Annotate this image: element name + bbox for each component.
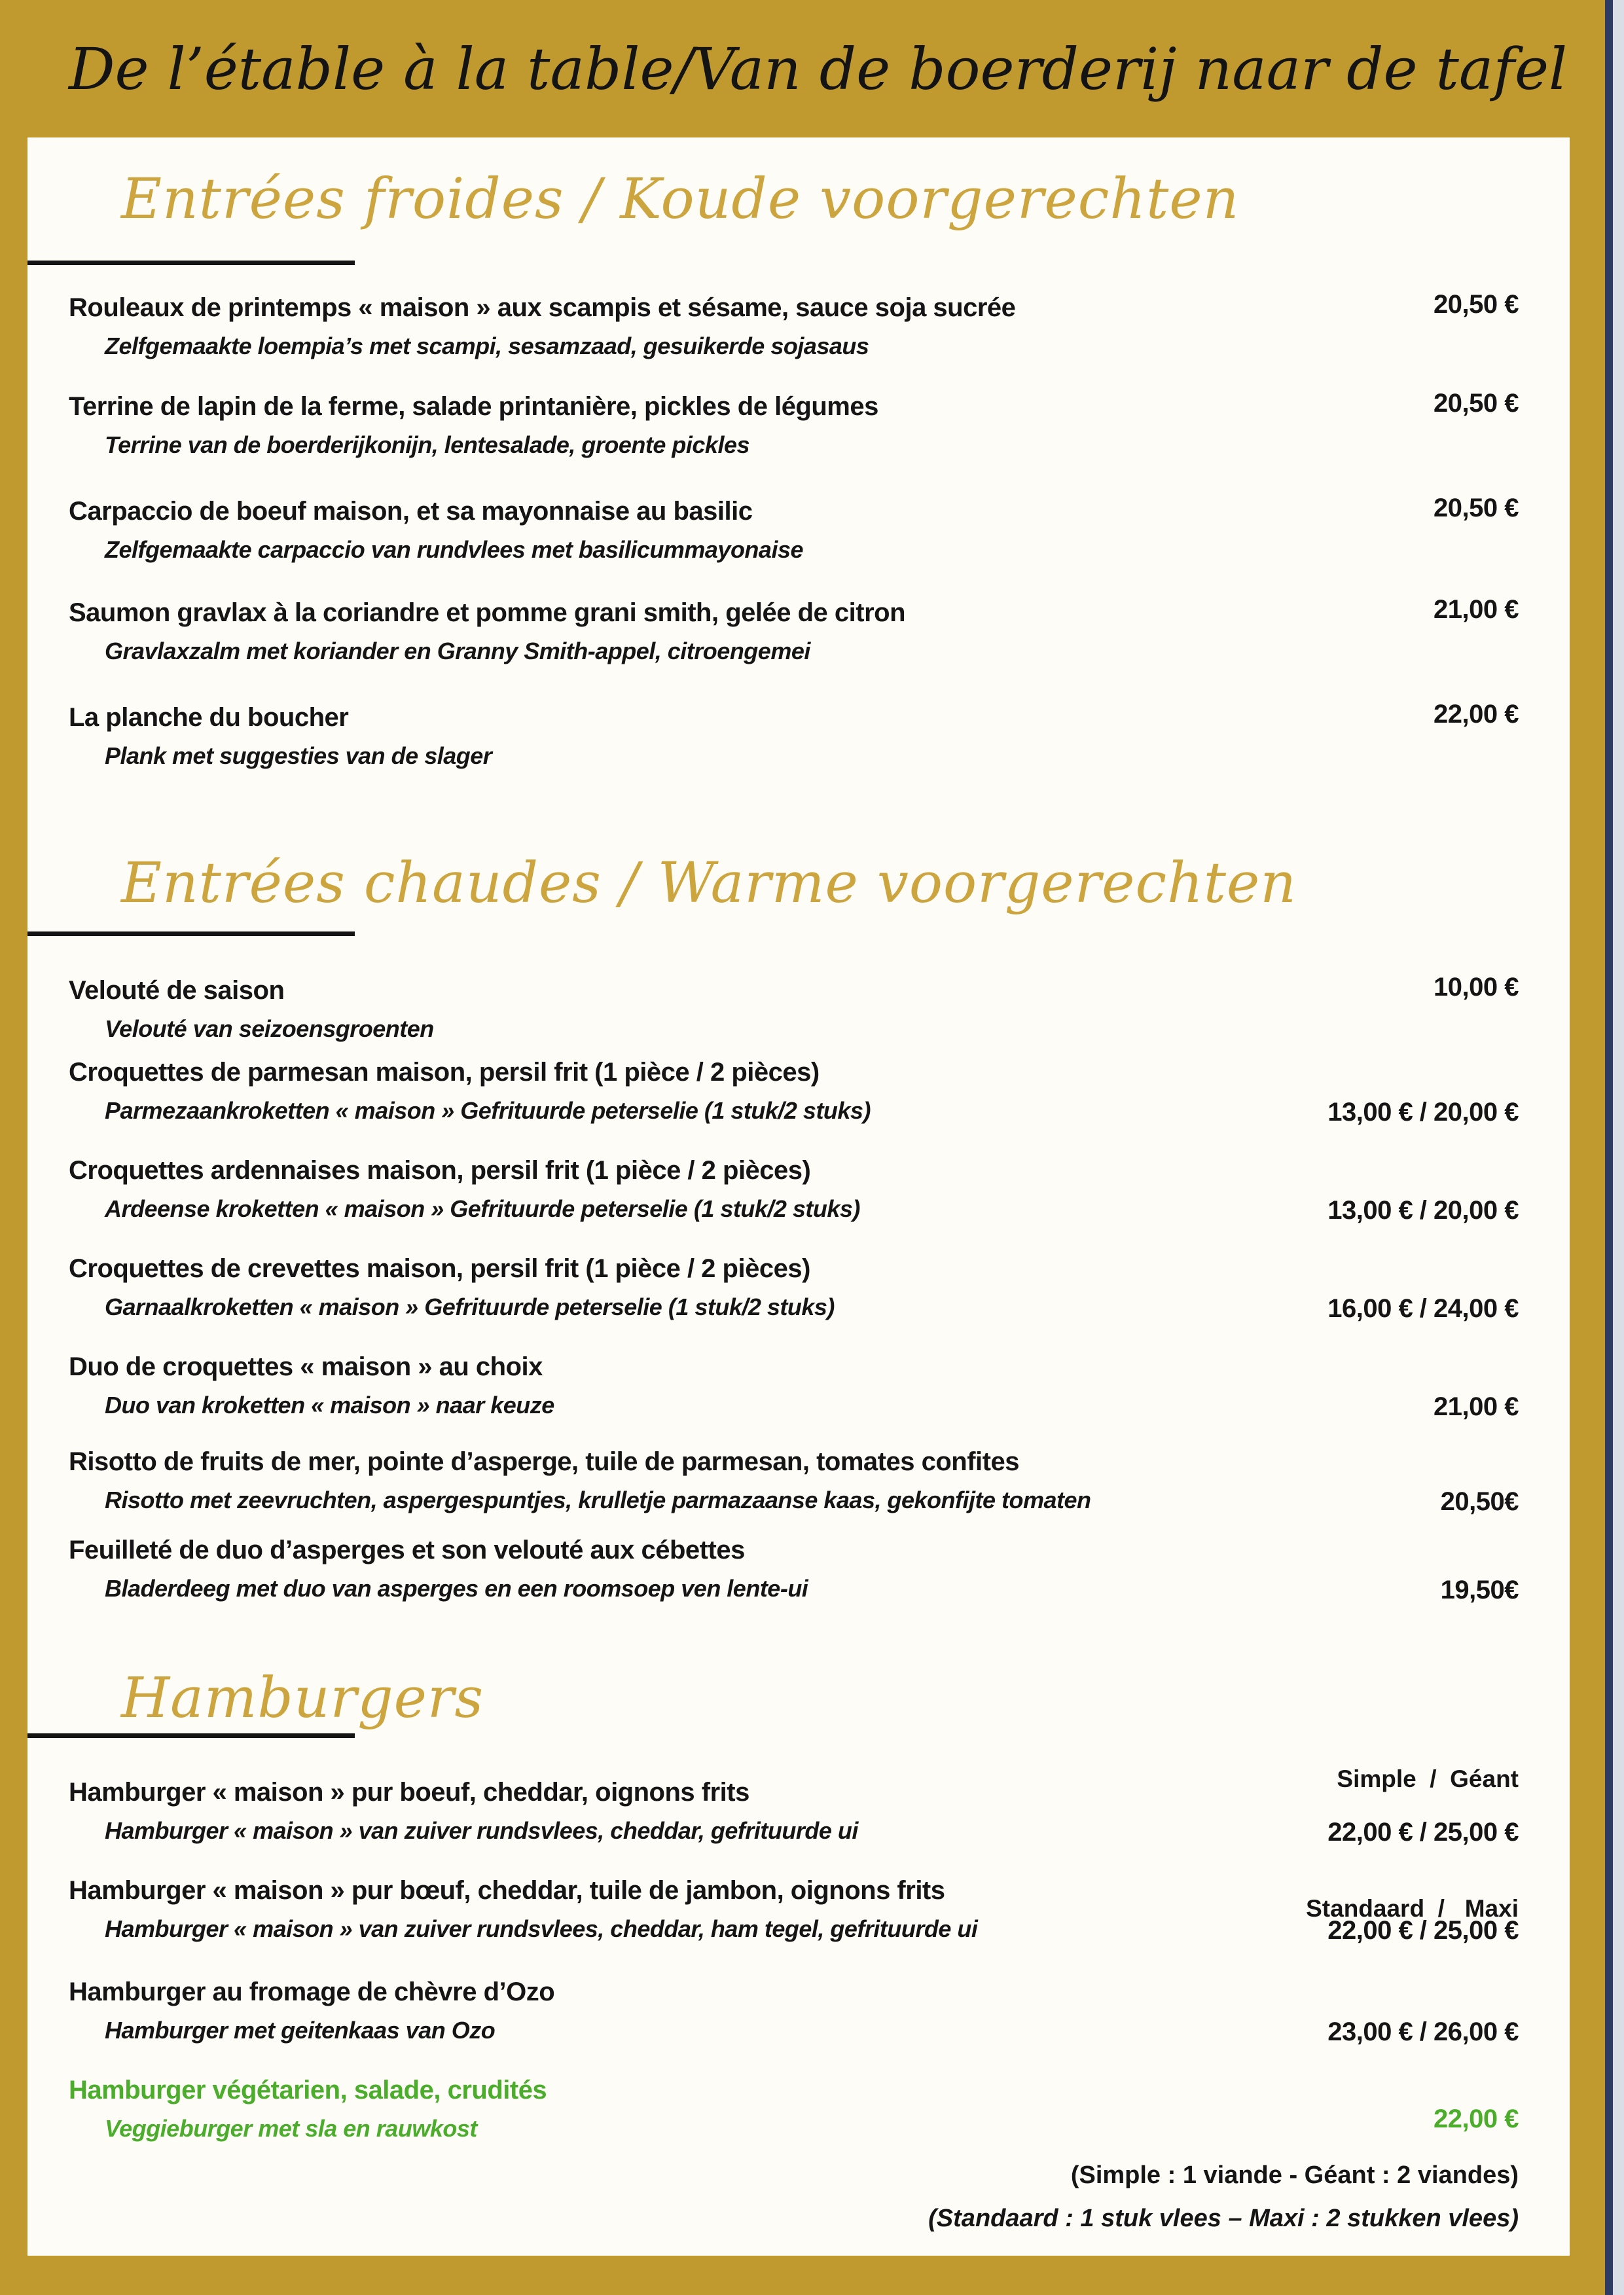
size-note-nl: (Standaard : 1 stuk vlees – Maxi : 2 stukken vlees) [928,2205,1519,2232]
menu-item [27,290,1570,361]
item-name-fr: Carpaccio de boeuf maison, et sa mayonnaise au basilic [69,497,753,526]
item-name-fr: Terrine de lapin de la ferme, salade printanière, pickles de légumes [69,392,878,421]
menu-item [27,1155,1570,1223]
scan-edge-background [1613,0,1624,2295]
item-name-fr: Croquettes ardennaises maison, persil frit (1 pièce / 2 pièces) [69,1156,811,1185]
item-name-fr: Risotto de fruits de mer, pointe d’asperge, tuile de parmesan, tomates confites [69,1447,1019,1476]
item-price: 22,00 € / 25,00 € [1327,1916,1519,1945]
item-price: 20,50 € [1434,494,1519,522]
item-name-fr: Duo de croquettes « maison » au choix [69,1352,543,1381]
item-price: 20,50 € [1434,290,1519,319]
menu-content-area [27,137,1570,2256]
item-name-nl: Plank met suggesties van de slager [105,742,492,769]
item-price: 22,00 € [1434,2105,1519,2133]
item-name-fr: Croquettes de parmesan maison, persil frit (1 pièce / 2 pièces) [69,1058,820,1087]
menu-item [27,1352,1570,1420]
page-title-nl: Van de boerderij naar de tafel [693,35,1568,103]
item-price: 22,00 € / 25,00 € [1327,1818,1519,1847]
item-name-fr: Feuilleté de duo d’asperges et son velouté aux cébettes [69,1536,745,1564]
item-name-nl: Zelfgemaakte loempia’s met scampi, sesamzaad, gesuikerde sojasaus [105,333,869,359]
item-name-nl: Bladerdeeg met duo van asperges en een roomsoep ven lente-ui [105,1575,808,1602]
item-name-fr: La planche du boucher [69,703,349,732]
section-divider [27,261,355,265]
item-name-nl: Hamburger « maison » van zuiver rundsvlees, cheddar, gefrituurde ui [105,1817,858,1844]
size-header-fr: Simple / Géant [1337,1765,1519,1792]
hamburger-size-note [928,2154,1519,2240]
item-price: 20,50€ [1440,1487,1519,1516]
scan-edge-shadow [1605,0,1613,2295]
menu-item [27,1535,1570,1603]
item-price: 13,00 € / 20,00 € [1327,1196,1519,1225]
item-price: 10,00 € [1434,973,1519,1002]
item-price: 23,00 € / 26,00 € [1327,2017,1519,2046]
menu-item [27,1254,1570,1322]
item-price: 16,00 € / 24,00 € [1327,1294,1519,1323]
item-price: 19,50€ [1440,1576,1519,1604]
menu-item [27,975,1570,1043]
menu-item-vegetarian [27,2075,1570,2143]
item-name-nl: Risotto met zeevruchten, aspergespuntjes, krulletje parmazaanse kaas, gekonfijte tomaten [105,1487,1091,1513]
item-price: 21,00 € [1434,1392,1519,1421]
page-title-separator: / [674,35,694,103]
item-name-fr: Rouleaux de printemps « maison » aux scampis et sésame, sauce soja sucrée [69,293,1016,322]
menu-item [27,595,1570,666]
item-name-fr: Hamburger végétarien, salade, crudités [69,2076,547,2105]
item-name-nl: Veggieburger met sla en rauwkost [105,2115,477,2142]
section-divider [27,931,355,936]
menu-item [27,702,1570,770]
item-name-nl: Terrine van de boerderijkonijn, lentesalade, groente pickles [105,431,749,458]
item-name-fr: Croquettes de crevettes maison, persil frit (1 pièce / 2 pièces) [69,1254,810,1283]
section-heading-entrees-chaudes: Entrées chaudes / Warme voorgerechten [121,851,1297,916]
item-name-nl: Parmezaankroketten « maison » Gefrituurde peterselie (1 stuk/2 stuks) [105,1097,871,1124]
item-price: 22,00 € [1434,700,1519,729]
item-price: 21,00 € [1434,595,1519,624]
menu-item [27,496,1570,564]
item-name-fr: Hamburger « maison » pur bœuf, cheddar, tuile de jambon, oignons frits [69,1876,945,1905]
section-divider [27,1733,355,1738]
item-name-fr: Saumon gravlax à la coriandre et pomme grani smith, gelée de citron [69,598,906,627]
item-name-nl: Hamburger met geitenkaas van Ozo [105,2017,496,2044]
section-heading-entrees-froides: Entrées froides / Koude voorgerechten [121,167,1240,232]
item-name-nl: Duo van kroketten « maison » naar keuze [105,1392,554,1419]
page-title [0,0,1605,137]
menu-item [27,1777,1570,1845]
item-name-nl: Gravlaxzalm met koriander en Granny Smith-appel, citroengemei [105,638,810,664]
item-name-nl: Hamburger « maison » van zuiver rundsvlees, cheddar, ham tegel, gefrituurde ui [105,1915,978,1942]
page-title-fr: De l’étable à la table [69,35,674,103]
item-price: 20,50 € [1434,389,1519,418]
section-heading-hamburgers: Hamburgers [121,1666,484,1731]
menu-item [27,1977,1570,2045]
item-name-nl: Zelfgemaakte carpaccio van rundvlees met basilicummayonaise [105,536,803,563]
menu-item [27,1875,1570,1943]
size-note-fr: (Simple : 1 viande - Géant : 2 viandes) [1070,2161,1519,2189]
item-name-fr: Velouté de saison [69,976,285,1005]
menu-item [27,1057,1570,1125]
item-name-nl: Velouté van seizoensgroenten [105,1015,434,1042]
item-name-fr: Hamburger « maison » pur boeuf, cheddar, oignons frits [69,1778,749,1807]
item-name-fr: Hamburger au fromage de chèvre d’Ozo [69,1978,555,2006]
size-header-nl: Standaard / Maxi [1306,1895,1519,1922]
menu-item [27,391,1570,460]
item-name-nl: Garnaalkroketten « maison » Gefrituurde peterselie (1 stuk/2 stuks) [105,1293,835,1320]
menu-item [27,1447,1570,1515]
item-price: 13,00 € / 20,00 € [1327,1098,1519,1127]
item-name-nl: Ardeense kroketten « maison » Gefrituurde peterselie (1 stuk/2 stuks) [105,1195,860,1222]
